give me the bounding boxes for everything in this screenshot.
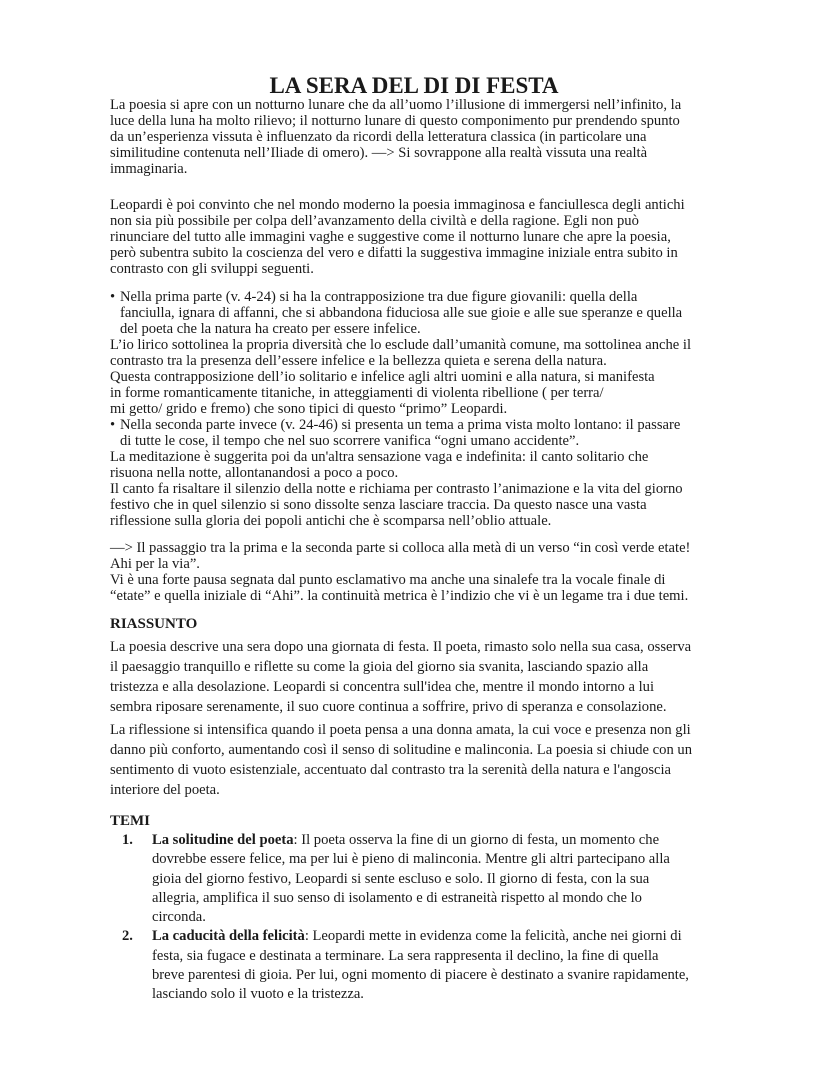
text-line: del poeta che la natura ha creato per essere infelice. — [120, 321, 421, 337]
text-line: festivo che in quel silenzio si sono dissolte senza lasciare traccia. Da questo nasce una vasta — [110, 497, 647, 513]
riassunto-paragraph-2 — [110, 720, 828, 800]
text-line: contrasto con gli sviluppi seguenti. — [110, 261, 314, 277]
text-line: danno più conforto, aumentando così il senso di solitudine e malinconia. La poesia si chiude con un — [110, 742, 692, 758]
text-line: La poesia descrive una sera dopo una giornata di festa. Il poeta, rimasto solo nella sua casa, osserva — [110, 639, 692, 655]
temi-heading: TEMI — [110, 813, 151, 829]
text-line: gioia del giorno festivo, Leopardi si sente escluso e solo. Il giorno di festa, con la sua — [152, 870, 650, 887]
text-line: tristezza e alla desolazione. Leopardi si concentra sull'idea che, mentre il mondo intorno a lui — [110, 679, 655, 695]
text-line: luce della luna ha molto rilievo; il notturno lunare di questo componimento pur prendendo spunto — [110, 113, 680, 129]
text-line: il paesaggio tranquillo e riflette su come la gioia del giorno sia svanita, lasciando spazio alla — [110, 659, 649, 675]
document-title: LA SERA DEL DI DI FESTA — [269, 73, 559, 98]
text-line: La riflessione si intensifica quando il poeta pensa a una donna amata, la cui voce e presenza non gli — [110, 722, 691, 738]
text-line: breve parentesi di gioia. Per lui, ogni momento di piacere è destinato a svanire rapidamente, — [152, 967, 689, 984]
text-line: “etate” e quella iniziale di “Ahi”. la continuità metrica è l’indizio che vi è un legame tra i due temi. — [110, 588, 689, 604]
bullet-section — [110, 289, 828, 529]
bullet-item — [110, 289, 828, 305]
tema-text: : Leopardi mette in evidenza come la felicità, anche nei giorni di — [304, 928, 682, 945]
text-line: contrasto tra la presenza dell’essere infelice e la bellezza quieta e serena della natura. — [110, 353, 607, 369]
text-line: Il canto fa risaltare il silenzio della notte e richiama per contrasto l’animazione e la vita del giorno — [110, 481, 683, 497]
text-line: Leopardi è poi convinto che nel mondo moderno la poesia immaginosa e fanciullesca degli antichi — [110, 197, 685, 213]
text-line: interiore del poeta. — [110, 782, 220, 798]
text-line: da un’esperienza vissuta è influenzato da ricordi della letteratura classica (in particolare una — [110, 129, 647, 145]
text-line — [152, 831, 828, 850]
text-line: Vi è una forte pausa segnata dal punto esclamativo ma anche una sinalefe tra la vocale finale di — [110, 572, 666, 588]
tema-text: : Il poeta osserva la fine di un giorno di festa, un momento che — [293, 832, 660, 848]
text-line: La poesia si apre con un notturno lunare che da all’uomo l’illusione di immergersi nell’infinito, la — [110, 97, 682, 113]
bullet-text: Nella seconda parte invece (v. 24-46) si presenta un tema a prima vista molto lontano: il passare — [120, 417, 681, 433]
text-line: riflessione sulla gloria dei popoli antichi che è scomparsa nell’oblio attuale. — [110, 513, 552, 529]
text-line: immaginaria. — [110, 161, 188, 177]
tema-number: 2. — [122, 928, 133, 945]
text-line: fanciulla, ignara di affanni, che si abbandona fiduciosa alle sue gioie e alle sue speranze e quella — [120, 305, 683, 321]
text-line: mi getto/ grido e fremo) che sono tipici di questo “primo” Leopardi. — [110, 401, 508, 417]
text-line: non sia più possibile per colpa dell’avanzamento della civiltà e della ragione. Egli non può — [110, 213, 639, 229]
temi-list — [110, 831, 828, 1005]
riassunto-paragraph-1 — [110, 637, 828, 717]
tema-item — [110, 927, 828, 1004]
text-line: di tutte le cose, il tempo che nel suo scorrere vanifica “ogni umano accidente”. — [120, 433, 580, 449]
text-line — [152, 927, 828, 946]
text-line: La meditazione è suggerita poi da un'altra sensazione vaga e indefinita: il canto solitario che — [110, 449, 649, 465]
text-line: L’io lirico sottolinea la propria diversità che lo esclude dall’umanità comune, ma sottolinea anche il — [110, 337, 691, 353]
text-line: in forme romanticamente titaniche, in atteggiamenti di violenta ribellione ( per terra/ — [110, 385, 604, 401]
text-line: risuona nella notte, allontanandosi a poco a poco. — [110, 465, 399, 481]
bullet-text: Nella prima parte (v. 4-24) si ha la contrapposizione tra due figure giovanili: quella della — [120, 289, 638, 305]
text-line: circonda. — [152, 909, 206, 926]
bullet-icon: • — [110, 417, 116, 433]
passage-paragraph — [110, 540, 828, 604]
tema-term: La solitudine del poeta — [152, 832, 294, 848]
tema-term: La caducità della felicità — [152, 928, 305, 945]
riassunto-heading: RIASSUNTO — [110, 616, 198, 632]
bullet-item — [110, 417, 828, 433]
intro-paragraph-2 — [110, 197, 828, 277]
text-line: però subentra subito la coscienza del vero e difatti la suggestiva immagine iniziale entra subito in — [110, 245, 678, 261]
text-line: dovrebbe essere felice, ma per lui è pieno di malinconia. Mentre gli altri partecipano alla — [152, 851, 670, 868]
text-line: similitudine contenuta nell’Iliade di omero). —> Si sovrappone alla realtà vissuta una realtà — [110, 145, 648, 161]
text-line: allegria, amplifica il suo senso di isolamento e di estraneità rispetto al mondo che lo — [152, 889, 642, 906]
text-line: Questa contrapposizione dell’io solitario e infelice agli altri uomini e alla natura, si manifesta — [110, 369, 655, 385]
text-line: Ahi per la via”. — [110, 556, 200, 572]
tema-number: 1. — [122, 832, 133, 848]
text-line: festa, sia fugace e destinata a terminare. La sera rappresenta il declino, la fine di quella — [152, 947, 659, 964]
text-line: rinunciare del tutto alle immagini vaghe e suggestive come il notturno lunare che apre la poesia, — [110, 229, 671, 245]
tema-item — [110, 831, 828, 927]
text-line: sembra riposare serenamente, il suo cuore continua a soffrire, privo di speranza e consolazione. — [110, 699, 667, 715]
text-line: lasciando solo il vuoto e la tristezza. — [152, 986, 364, 1003]
intro-paragraph-1 — [110, 97, 828, 177]
text-line: sentimento di vuoto esistenziale, accentuato dal contrasto tra la serenità della natura e l'angoscia — [110, 762, 672, 778]
text-line: —> Il passaggio tra la prima e la seconda parte si colloca alla metà di un verso “in così verde etate! — [110, 540, 691, 556]
bullet-icon: • — [110, 289, 116, 305]
